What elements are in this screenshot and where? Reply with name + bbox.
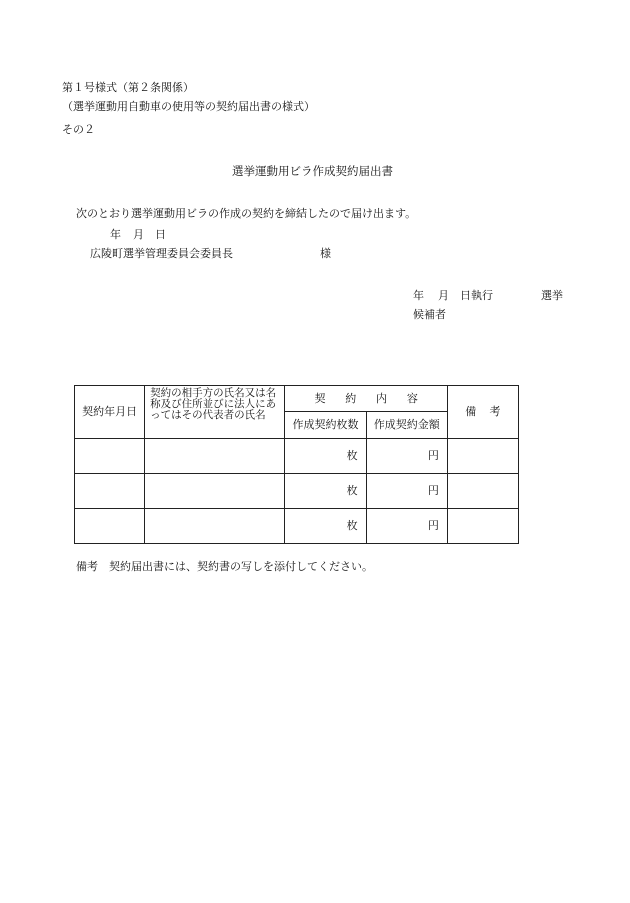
honorific: 様 <box>320 247 331 260</box>
header-contract-contents: 契約内容 <box>285 386 447 412</box>
table-row <box>75 439 519 474</box>
header-contract-party: 契約の相手方の氏名又は名称及び住所並びに法人にあってはその代表者の氏名 <box>145 386 285 439</box>
amount-cell[interactable] <box>366 439 447 474</box>
count-cell[interactable] <box>285 509 366 544</box>
count-cell[interactable] <box>285 439 366 474</box>
date-day-label: 日 <box>155 228 166 241</box>
contract-table <box>74 385 519 544</box>
amount-cell[interactable] <box>366 509 447 544</box>
election-day-label: 日執行 <box>460 289 493 302</box>
date-year-label: 年 <box>110 228 121 241</box>
date-cell[interactable] <box>75 509 145 544</box>
remarks-cell[interactable] <box>447 474 518 509</box>
form-subtitle: （選挙運動用自動車の使用等の契約届出書の様式） <box>62 100 315 113</box>
amount-unit: 円 <box>427 449 439 463</box>
count-cell[interactable] <box>285 474 366 509</box>
intro-statement: 次のとおり選挙運動用ビラの作成の契約を締結したので届け出ます。 <box>76 207 417 220</box>
form-part: その２ <box>62 123 95 136</box>
count-unit: 枚 <box>346 484 358 498</box>
amount-unit: 円 <box>427 484 439 498</box>
party-cell[interactable] <box>145 509 285 544</box>
header-sheet-count: 作成契約枚数 <box>285 412 366 439</box>
table-row <box>75 509 519 544</box>
form-number: 第１号様式（第２条関係） <box>62 81 194 94</box>
count-unit: 枚 <box>346 449 358 463</box>
count-unit: 枚 <box>346 519 358 533</box>
remarks-cell[interactable] <box>447 509 518 544</box>
amount-cell[interactable] <box>366 474 447 509</box>
remarks-note: 備考 契約届出書には、契約書の写しを添付してください。 <box>76 560 373 573</box>
header-remarks: 備考 <box>447 386 518 439</box>
date-month-label: 月 <box>133 228 144 241</box>
date-cell[interactable] <box>75 439 145 474</box>
header-contract-amount: 作成契約金額 <box>366 412 447 439</box>
remarks-cell[interactable] <box>447 439 518 474</box>
party-cell[interactable] <box>145 474 285 509</box>
election-year-label: 年 <box>413 289 424 302</box>
election-label: 選挙 <box>541 289 563 302</box>
table-row <box>75 474 519 509</box>
date-cell[interactable] <box>75 474 145 509</box>
party-cell[interactable] <box>145 439 285 474</box>
header-contract-date: 契約年月日 <box>75 386 145 439</box>
addressee: 広陵町選挙管理委員会委員長 <box>90 247 233 260</box>
candidate-label: 候補者 <box>413 308 446 321</box>
amount-unit: 円 <box>427 519 439 533</box>
election-month-label: 月 <box>438 289 449 302</box>
document-title: 選挙運動用ビラ作成契約届出書 <box>232 164 393 178</box>
